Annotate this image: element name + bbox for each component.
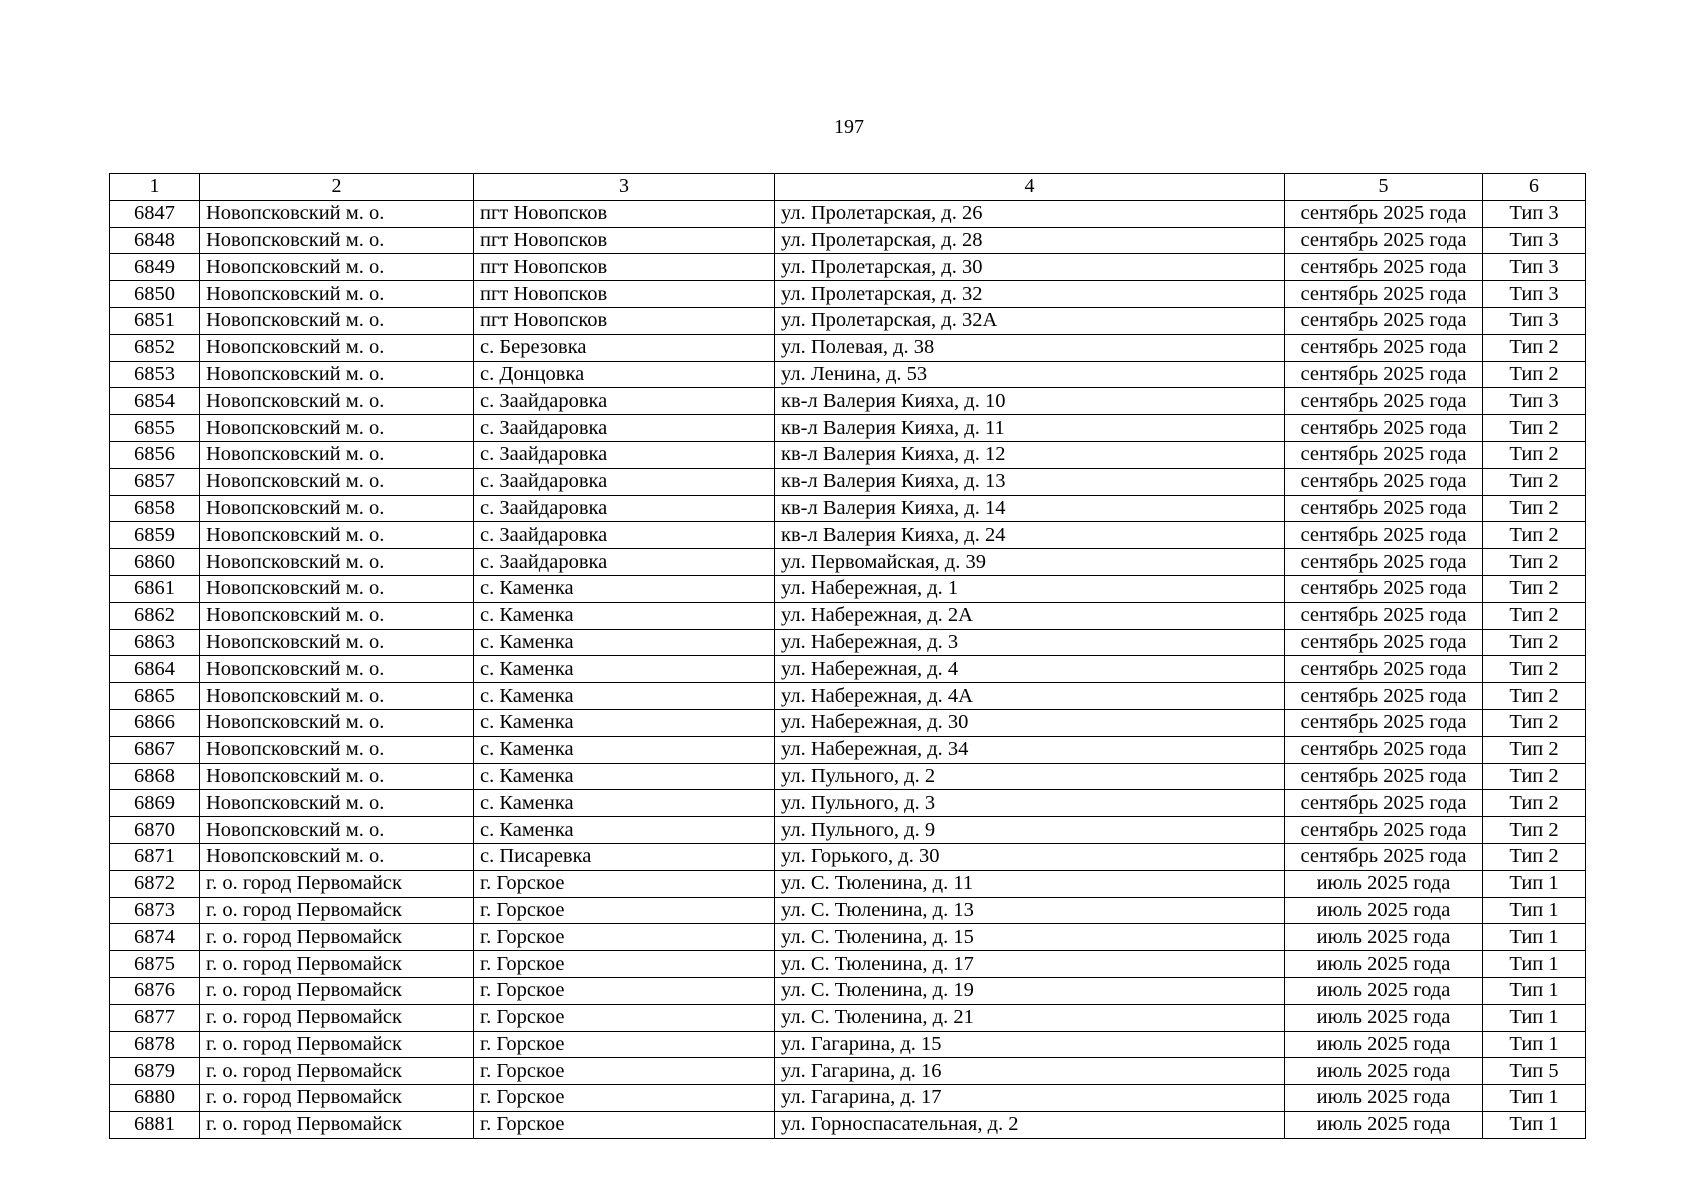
cell-date: сентябрь 2025 года: [1285, 683, 1483, 710]
cell-type: Тип 2: [1483, 763, 1586, 790]
cell-municipality: г. о. город Первомайск: [200, 1085, 474, 1112]
cell-address: ул. С. Тюленина, д. 17: [775, 951, 1285, 978]
cell-address: ул. Набережная, д. 2А: [775, 602, 1285, 629]
cell-settlement: с. Березовка: [474, 334, 775, 361]
table-row: [110, 495, 1586, 522]
column-header-4: 4: [775, 174, 1285, 201]
cell-row-number: 6871: [110, 843, 200, 870]
header-row: [110, 174, 1586, 201]
table-header: [110, 174, 1586, 201]
cell-municipality: г. о. город Первомайск: [200, 977, 474, 1004]
cell-row-number: 6849: [110, 254, 200, 281]
cell-municipality: Новопсковский м. о.: [200, 549, 474, 576]
cell-municipality: Новопсковский м. о.: [200, 334, 474, 361]
table-row: [110, 307, 1586, 334]
table-row: [110, 951, 1586, 978]
cell-settlement: пгт Новопсков: [474, 307, 775, 334]
cell-type: Тип 1: [1483, 1085, 1586, 1112]
cell-row-number: 6848: [110, 227, 200, 254]
table-row: [110, 200, 1586, 227]
cell-date: июль 2025 года: [1285, 1111, 1483, 1138]
table-row: [110, 656, 1586, 683]
table-row: [110, 388, 1586, 415]
cell-date: сентябрь 2025 года: [1285, 200, 1483, 227]
column-header-5: 5: [1285, 174, 1483, 201]
cell-address: ул. Пролетарская, д. 26: [775, 200, 1285, 227]
cell-address: ул. Набережная, д. 4: [775, 656, 1285, 683]
column-header-2: 2: [200, 174, 474, 201]
cell-date: сентябрь 2025 года: [1285, 334, 1483, 361]
page-number: 197: [834, 116, 864, 138]
cell-municipality: Новопсковский м. о.: [200, 388, 474, 415]
cell-row-number: 6860: [110, 549, 200, 576]
cell-settlement: г. Горское: [474, 870, 775, 897]
cell-date: сентябрь 2025 года: [1285, 790, 1483, 817]
cell-settlement: г. Горское: [474, 1004, 775, 1031]
cell-row-number: 6870: [110, 817, 200, 844]
cell-address: ул. Пульного, д. 3: [775, 790, 1285, 817]
cell-type: Тип 2: [1483, 549, 1586, 576]
cell-row-number: 6875: [110, 951, 200, 978]
cell-type: Тип 3: [1483, 200, 1586, 227]
table-row: [110, 361, 1586, 388]
cell-settlement: с. Каменка: [474, 629, 775, 656]
cell-municipality: г. о. город Первомайск: [200, 870, 474, 897]
table-row: [110, 763, 1586, 790]
cell-row-number: 6876: [110, 977, 200, 1004]
table-row: [110, 1085, 1586, 1112]
cell-address: ул. Пульного, д. 2: [775, 763, 1285, 790]
cell-date: сентябрь 2025 года: [1285, 522, 1483, 549]
cell-row-number: 6847: [110, 200, 200, 227]
cell-address: ул. Ленина, д. 53: [775, 361, 1285, 388]
cell-date: июль 2025 года: [1285, 897, 1483, 924]
cell-address: ул. Набережная, д. 1: [775, 575, 1285, 602]
cell-municipality: г. о. город Первомайск: [200, 897, 474, 924]
cell-date: сентябрь 2025 года: [1285, 415, 1483, 442]
cell-type: Тип 1: [1483, 1004, 1586, 1031]
cell-row-number: 6856: [110, 441, 200, 468]
cell-address: ул. С. Тюленина, д. 11: [775, 870, 1285, 897]
cell-date: сентябрь 2025 года: [1285, 254, 1483, 281]
cell-date: сентябрь 2025 года: [1285, 227, 1483, 254]
cell-type: Тип 2: [1483, 817, 1586, 844]
cell-type: Тип 2: [1483, 709, 1586, 736]
cell-date: сентябрь 2025 года: [1285, 361, 1483, 388]
table-row: [110, 897, 1586, 924]
cell-address: ул. Набережная, д. 3: [775, 629, 1285, 656]
table-row: [110, 415, 1586, 442]
cell-type: Тип 2: [1483, 683, 1586, 710]
cell-municipality: Новопсковский м. о.: [200, 736, 474, 763]
column-header-1: 1: [110, 174, 200, 201]
cell-municipality: Новопсковский м. о.: [200, 495, 474, 522]
cell-settlement: г. Горское: [474, 951, 775, 978]
cell-address: ул. Гагарина, д. 15: [775, 1031, 1285, 1058]
cell-settlement: с. Каменка: [474, 790, 775, 817]
cell-municipality: Новопсковский м. о.: [200, 817, 474, 844]
cell-address: кв-л Валерия Кияха, д. 11: [775, 415, 1285, 442]
cell-address: ул. Гагарина, д. 16: [775, 1058, 1285, 1085]
cell-date: сентябрь 2025 года: [1285, 307, 1483, 334]
cell-row-number: 6867: [110, 736, 200, 763]
cell-municipality: Новопсковский м. о.: [200, 763, 474, 790]
table-body: [110, 200, 1586, 1138]
cell-date: сентябрь 2025 года: [1285, 575, 1483, 602]
cell-row-number: 6859: [110, 522, 200, 549]
cell-municipality: Новопсковский м. о.: [200, 227, 474, 254]
cell-type: Тип 1: [1483, 1111, 1586, 1138]
cell-settlement: с. Заайдаровка: [474, 415, 775, 442]
cell-address: кв-л Валерия Кияха, д. 10: [775, 388, 1285, 415]
cell-row-number: 6877: [110, 1004, 200, 1031]
cell-row-number: 6872: [110, 870, 200, 897]
cell-municipality: Новопсковский м. о.: [200, 790, 474, 817]
cell-address: ул. Набережная, д. 30: [775, 709, 1285, 736]
cell-settlement: с. Каменка: [474, 575, 775, 602]
cell-row-number: 6861: [110, 575, 200, 602]
cell-row-number: 6858: [110, 495, 200, 522]
cell-address: кв-л Валерия Кияха, д. 14: [775, 495, 1285, 522]
cell-address: ул. Набережная, д. 34: [775, 736, 1285, 763]
cell-type: Тип 2: [1483, 575, 1586, 602]
cell-type: Тип 2: [1483, 843, 1586, 870]
cell-type: Тип 2: [1483, 441, 1586, 468]
cell-municipality: Новопсковский м. о.: [200, 709, 474, 736]
cell-settlement: с. Писаревка: [474, 843, 775, 870]
cell-row-number: 6863: [110, 629, 200, 656]
cell-date: сентябрь 2025 года: [1285, 843, 1483, 870]
cell-date: июль 2025 года: [1285, 870, 1483, 897]
cell-municipality: г. о. город Первомайск: [200, 924, 474, 951]
table-row: [110, 790, 1586, 817]
cell-row-number: 6862: [110, 602, 200, 629]
cell-row-number: 6857: [110, 468, 200, 495]
cell-row-number: 6878: [110, 1031, 200, 1058]
table-row: [110, 227, 1586, 254]
cell-row-number: 6868: [110, 763, 200, 790]
cell-address: ул. С. Тюленина, д. 13: [775, 897, 1285, 924]
registry-table: [109, 173, 1586, 1139]
table-row: [110, 602, 1586, 629]
cell-municipality: Новопсковский м. о.: [200, 254, 474, 281]
cell-row-number: 6865: [110, 683, 200, 710]
cell-address: кв-л Валерия Кияха, д. 13: [775, 468, 1285, 495]
table-row: [110, 683, 1586, 710]
cell-municipality: Новопсковский м. о.: [200, 575, 474, 602]
cell-row-number: 6879: [110, 1058, 200, 1085]
cell-type: Тип 5: [1483, 1058, 1586, 1085]
cell-row-number: 6866: [110, 709, 200, 736]
cell-type: Тип 2: [1483, 468, 1586, 495]
cell-row-number: 6880: [110, 1085, 200, 1112]
cell-municipality: Новопсковский м. о.: [200, 629, 474, 656]
cell-address: ул. С. Тюленина, д. 15: [775, 924, 1285, 951]
cell-settlement: с. Заайдаровка: [474, 522, 775, 549]
column-header-3: 3: [474, 174, 775, 201]
cell-address: ул. Гагарина, д. 17: [775, 1085, 1285, 1112]
cell-settlement: г. Горское: [474, 977, 775, 1004]
cell-date: сентябрь 2025 года: [1285, 495, 1483, 522]
cell-address: кв-л Валерия Кияха, д. 12: [775, 441, 1285, 468]
cell-municipality: Новопсковский м. о.: [200, 200, 474, 227]
cell-type: Тип 3: [1483, 227, 1586, 254]
cell-municipality: Новопсковский м. о.: [200, 843, 474, 870]
cell-municipality: Новопсковский м. о.: [200, 441, 474, 468]
cell-address: ул. Пульного, д. 9: [775, 817, 1285, 844]
cell-date: июль 2025 года: [1285, 924, 1483, 951]
cell-municipality: г. о. город Первомайск: [200, 1058, 474, 1085]
cell-date: июль 2025 года: [1285, 1004, 1483, 1031]
cell-date: июль 2025 года: [1285, 951, 1483, 978]
cell-settlement: с. Заайдаровка: [474, 495, 775, 522]
cell-municipality: Новопсковский м. о.: [200, 281, 474, 308]
cell-date: июль 2025 года: [1285, 1085, 1483, 1112]
cell-settlement: пгт Новопсков: [474, 254, 775, 281]
cell-row-number: 6855: [110, 415, 200, 442]
cell-address: ул. Полевая, д. 38: [775, 334, 1285, 361]
cell-date: сентябрь 2025 года: [1285, 388, 1483, 415]
cell-municipality: г. о. город Первомайск: [200, 1111, 474, 1138]
cell-settlement: пгт Новопсков: [474, 227, 775, 254]
cell-date: сентябрь 2025 года: [1285, 629, 1483, 656]
cell-type: Тип 1: [1483, 977, 1586, 1004]
cell-settlement: с. Каменка: [474, 602, 775, 629]
cell-address: ул. Горноспасательная, д. 2: [775, 1111, 1285, 1138]
cell-settlement: с. Заайдаровка: [474, 388, 775, 415]
cell-municipality: Новопсковский м. о.: [200, 602, 474, 629]
cell-type: Тип 1: [1483, 951, 1586, 978]
cell-settlement: г. Горское: [474, 897, 775, 924]
cell-address: ул. Пролетарская, д. 28: [775, 227, 1285, 254]
cell-type: Тип 2: [1483, 602, 1586, 629]
cell-municipality: Новопсковский м. о.: [200, 522, 474, 549]
cell-settlement: с. Каменка: [474, 817, 775, 844]
cell-settlement: с. Каменка: [474, 763, 775, 790]
cell-date: сентябрь 2025 года: [1285, 736, 1483, 763]
cell-type: Тип 3: [1483, 281, 1586, 308]
cell-address: ул. С. Тюленина, д. 19: [775, 977, 1285, 1004]
cell-row-number: 6854: [110, 388, 200, 415]
table-row: [110, 870, 1586, 897]
cell-date: сентябрь 2025 года: [1285, 468, 1483, 495]
cell-row-number: 6851: [110, 307, 200, 334]
cell-row-number: 6881: [110, 1111, 200, 1138]
cell-date: июль 2025 года: [1285, 977, 1483, 1004]
table-row: [110, 522, 1586, 549]
cell-settlement: с. Заайдаровка: [474, 468, 775, 495]
cell-address: ул. С. Тюленина, д. 21: [775, 1004, 1285, 1031]
cell-type: Тип 2: [1483, 656, 1586, 683]
cell-settlement: с. Каменка: [474, 656, 775, 683]
table-row: [110, 1031, 1586, 1058]
cell-date: сентябрь 2025 года: [1285, 763, 1483, 790]
cell-row-number: 6850: [110, 281, 200, 308]
cell-type: Тип 1: [1483, 897, 1586, 924]
cell-municipality: г. о. город Первомайск: [200, 951, 474, 978]
cell-settlement: г. Горское: [474, 1085, 775, 1112]
cell-row-number: 6873: [110, 897, 200, 924]
cell-address: ул. Пролетарская, д. 32А: [775, 307, 1285, 334]
table-row: [110, 281, 1586, 308]
cell-address: ул. Пролетарская, д. 30: [775, 254, 1285, 281]
cell-type: Тип 2: [1483, 736, 1586, 763]
table-row: [110, 254, 1586, 281]
cell-type: Тип 2: [1483, 361, 1586, 388]
cell-settlement: с. Каменка: [474, 709, 775, 736]
cell-settlement: г. Горское: [474, 924, 775, 951]
cell-type: Тип 1: [1483, 1031, 1586, 1058]
cell-row-number: 6853: [110, 361, 200, 388]
cell-type: Тип 3: [1483, 254, 1586, 281]
cell-municipality: Новопсковский м. о.: [200, 361, 474, 388]
table-row: [110, 709, 1586, 736]
cell-settlement: с. Каменка: [474, 683, 775, 710]
cell-type: Тип 2: [1483, 790, 1586, 817]
cell-date: июль 2025 года: [1285, 1058, 1483, 1085]
cell-municipality: Новопсковский м. о.: [200, 307, 474, 334]
cell-row-number: 6852: [110, 334, 200, 361]
cell-row-number: 6874: [110, 924, 200, 951]
cell-type: Тип 1: [1483, 924, 1586, 951]
cell-date: сентябрь 2025 года: [1285, 549, 1483, 576]
cell-municipality: г. о. город Первомайск: [200, 1031, 474, 1058]
cell-date: сентябрь 2025 года: [1285, 281, 1483, 308]
table-row: [110, 575, 1586, 602]
cell-type: Тип 2: [1483, 415, 1586, 442]
cell-date: сентябрь 2025 года: [1285, 656, 1483, 683]
cell-settlement: пгт Новопсков: [474, 281, 775, 308]
cell-type: Тип 2: [1483, 334, 1586, 361]
cell-address: кв-л Валерия Кияха, д. 24: [775, 522, 1285, 549]
cell-type: Тип 3: [1483, 307, 1586, 334]
cell-settlement: с. Заайдаровка: [474, 441, 775, 468]
cell-settlement: г. Горское: [474, 1058, 775, 1085]
cell-address: ул. Первомайская, д. 39: [775, 549, 1285, 576]
table-row: [110, 1004, 1586, 1031]
cell-municipality: Новопсковский м. о.: [200, 656, 474, 683]
table-row: [110, 843, 1586, 870]
cell-date: сентябрь 2025 года: [1285, 441, 1483, 468]
cell-municipality: Новопсковский м. о.: [200, 468, 474, 495]
table-row: [110, 441, 1586, 468]
cell-type: Тип 2: [1483, 629, 1586, 656]
table-row: [110, 924, 1586, 951]
table-row: [110, 1111, 1586, 1138]
cell-municipality: г. о. город Первомайск: [200, 1004, 474, 1031]
cell-row-number: 6864: [110, 656, 200, 683]
cell-date: июль 2025 года: [1285, 1031, 1483, 1058]
cell-date: сентябрь 2025 года: [1285, 817, 1483, 844]
cell-settlement: пгт Новопсков: [474, 200, 775, 227]
table-row: [110, 468, 1586, 495]
table-row: [110, 549, 1586, 576]
table-row: [110, 629, 1586, 656]
column-header-6: 6: [1483, 174, 1586, 201]
cell-settlement: с. Заайдаровка: [474, 549, 775, 576]
cell-address: ул. Пролетарская, д. 32: [775, 281, 1285, 308]
cell-row-number: 6869: [110, 790, 200, 817]
cell-date: сентябрь 2025 года: [1285, 709, 1483, 736]
cell-settlement: г. Горское: [474, 1111, 775, 1138]
cell-type: Тип 1: [1483, 870, 1586, 897]
table-row: [110, 1058, 1586, 1085]
cell-date: сентябрь 2025 года: [1285, 602, 1483, 629]
table-row: [110, 817, 1586, 844]
table-row: [110, 977, 1586, 1004]
cell-type: Тип 2: [1483, 522, 1586, 549]
cell-settlement: г. Горское: [474, 1031, 775, 1058]
cell-municipality: Новопсковский м. о.: [200, 683, 474, 710]
table-row: [110, 736, 1586, 763]
cell-settlement: с. Донцовка: [474, 361, 775, 388]
cell-settlement: с. Каменка: [474, 736, 775, 763]
cell-type: Тип 3: [1483, 388, 1586, 415]
cell-address: ул. Набережная, д. 4А: [775, 683, 1285, 710]
cell-address: ул. Горького, д. 30: [775, 843, 1285, 870]
cell-municipality: Новопсковский м. о.: [200, 415, 474, 442]
cell-type: Тип 2: [1483, 495, 1586, 522]
table-row: [110, 334, 1586, 361]
